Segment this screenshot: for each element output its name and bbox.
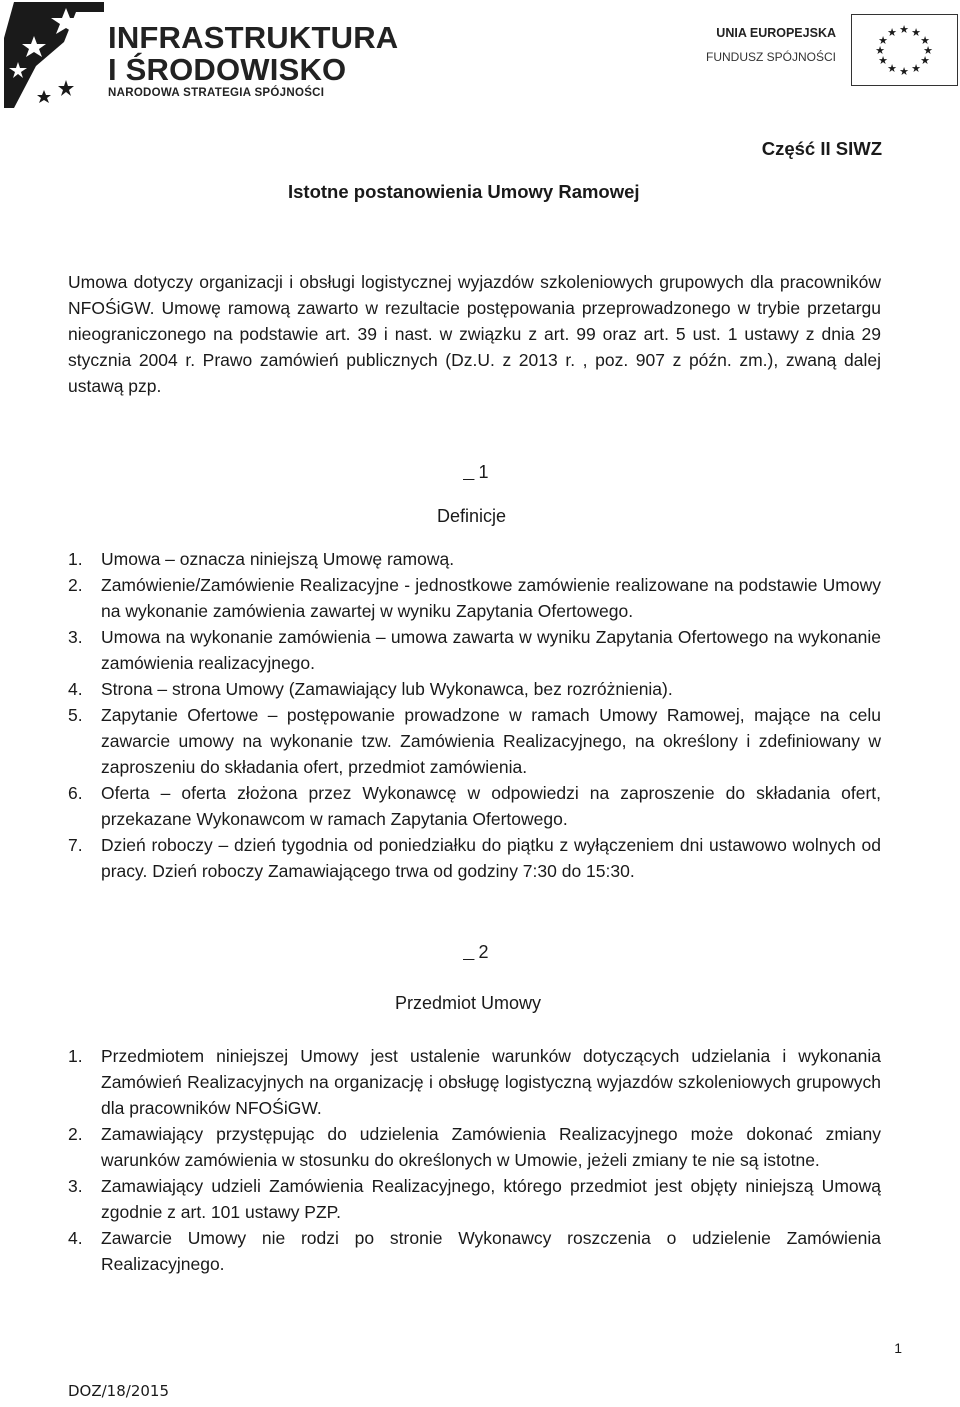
list-item (68, 676, 881, 702)
section1-title: Definicje (437, 506, 507, 526)
list-item-text: Umowa – oznacza niniejszą Umowę ramową. (101, 549, 455, 569)
svg-text:★: ★ (878, 54, 888, 67)
list-item (68, 1043, 881, 1121)
list-item (68, 1121, 881, 1173)
list-item (68, 832, 881, 884)
list-item-number: 3. (68, 1176, 83, 1196)
list-item-text: Strona – strona Umowy (Zamawiający lub Wykonawca, bez rozróżnienia). (101, 679, 673, 699)
svg-text:★: ★ (878, 34, 888, 47)
list-item (68, 1225, 881, 1277)
list-item-text: Przedmiotem niniejszej Umowy jest ustalenie warunków dotyczących udzielania i wykonania Zamówień Realizacyjnych na organizację i obsługę logistyczną wyjazdów szkoleniowych grupowych dla pracowników NFOŚiGW. (101, 1046, 881, 1118)
list-item (68, 702, 881, 780)
list-item-number: 4. (68, 679, 83, 699)
list-item-text: Umowa na wykonanie zamówienia – umowa zawarta w wyniku Zapytania Ofertowego na wykonanie zamówienia realizacyjnego. (101, 627, 881, 673)
list-item (68, 780, 881, 832)
eu-line1: UNIA EUROPEJSKA (716, 26, 836, 40)
svg-text:★: ★ (920, 34, 930, 47)
list-item-text: Zamówienie/Zamówienie Realizacyjne - jednostkowe zamówienie realizowane na podstawie Umowy na wykonanie zamówienia zawartej w wyniku Zapytania Ofertowego. (101, 575, 881, 621)
stars-figure-icon (4, 2, 104, 108)
list-item-text: Oferta – oferta złożona przez Wykonawcę w odpowiedzi na zaproszenie do składania ofert, przekazane Wykonawcom w ramach Zapytania Ofertowego. (101, 783, 881, 829)
list-item-number: 1. (68, 549, 83, 569)
list-item-number: 5. (68, 705, 83, 725)
document-code: DOZ/18/2015 (68, 1382, 170, 1400)
list-item-number: 7. (68, 835, 83, 855)
list-item-number: 4. (68, 1228, 83, 1248)
svg-text:★: ★ (887, 26, 897, 39)
eu-line2: FUNDUSZ SPÓJNOŚCI (705, 50, 836, 64)
svg-text:★: ★ (899, 65, 909, 78)
svg-text:★: ★ (911, 26, 921, 39)
list-item-text: Zapytanie Ofertowe – postępowanie prowadzone w ramach Umowy Ramowej, mające na celu zawarcie umowy na wykonanie tzw. Zamówienia Realizacyjnego, na określony i zdefiniowany w zaproszeniu do składania ofert, przedmiot zamówienia. (101, 705, 881, 777)
list-item-text: Zawarcie Umowy nie rodzi po stronie Wykonawcy roszczenia o udzielenie Zamówienia Realizacyjnego. (101, 1228, 881, 1274)
section-sign-icon (463, 942, 474, 963)
list-item-text: Dzień roboczy – dzień tygodnia od poniedziałku do piątku z wyłączeniem dni ustawowo wolnych od pracy. Dzień roboczy Zamawiającego trwa od godziny 7:30 do 15:30. (101, 835, 881, 881)
part-label: Część II SIWZ (761, 138, 882, 159)
list-item-number: 2. (68, 575, 83, 595)
list-item (68, 572, 881, 624)
section2-title: Przedmiot Umowy (395, 993, 542, 1013)
infrastruktura-logo (4, 2, 399, 110)
list-item (68, 546, 881, 572)
page-number: 1 (894, 1340, 902, 1356)
list-item-number: 2. (68, 1124, 83, 1144)
svg-text:★: ★ (920, 54, 930, 67)
section2-mark (463, 942, 488, 963)
svg-text:★: ★ (923, 44, 933, 57)
section-sign-icon (463, 462, 474, 483)
section1-number: 1 (478, 462, 489, 482)
list-item-number: 3. (68, 627, 83, 647)
logo-line3: NARODOWA STRATEGIA SPÓJNOŚCI (108, 87, 325, 99)
list-item-text: Zamawiający przystępując do udzielenia Zamówienia Realizacyjnego może dokonać zmiany warunków zamówienia w stosunku do określonych w Umowie, jeżeli zmiany te nie są istotne. (101, 1124, 881, 1170)
logo-line1: INFRASTRUKTURA (108, 20, 399, 55)
section1-mark (463, 462, 488, 483)
eu-label (676, 26, 836, 64)
list-item-number: 6. (68, 783, 83, 803)
svg-text:★: ★ (875, 44, 885, 57)
list-item-number: 1. (68, 1046, 83, 1066)
svg-text:★: ★ (911, 62, 921, 75)
section2-number: 2 (478, 942, 489, 962)
definitions-list (68, 546, 881, 884)
svg-text:★: ★ (899, 23, 909, 36)
svg-text:★: ★ (887, 62, 897, 75)
eu-flag-icon (851, 14, 958, 86)
list-item-text: Zamawiający udzieli Zamówienia Realizacyjnego, którego przedmiot jest objęty niniejszą Umową zgodnie z art. 101 ustawy PZP. (101, 1176, 881, 1222)
logo-line2: I ŚRODOWISKO (108, 52, 347, 87)
subject-list (68, 1043, 881, 1277)
intro-paragraph: Umowa dotyczy organizacji i obsługi logistycznej wyjazdów szkoleniowych grupowych dla pracowników NFOŚiGW. Umowę ramową zawarto w rezultacie postępowania przeprowadzonego w trybie przetargu nieograniczonego na podstawie art. 39 i nast. w związku z art. 99 oraz art. 5 ust. 1 ustawy z dnia 29 stycznia 2004 r. Prawo zamówień publicznych (Dz.U. z 2013 r. , poz. 907 z późn. zm.), zwaną dalej ustawą pzp. (68, 272, 881, 396)
list-item (68, 624, 881, 676)
document-title: Istotne postanowienia Umowy Ramowej (288, 181, 640, 202)
list-item (68, 1173, 881, 1225)
